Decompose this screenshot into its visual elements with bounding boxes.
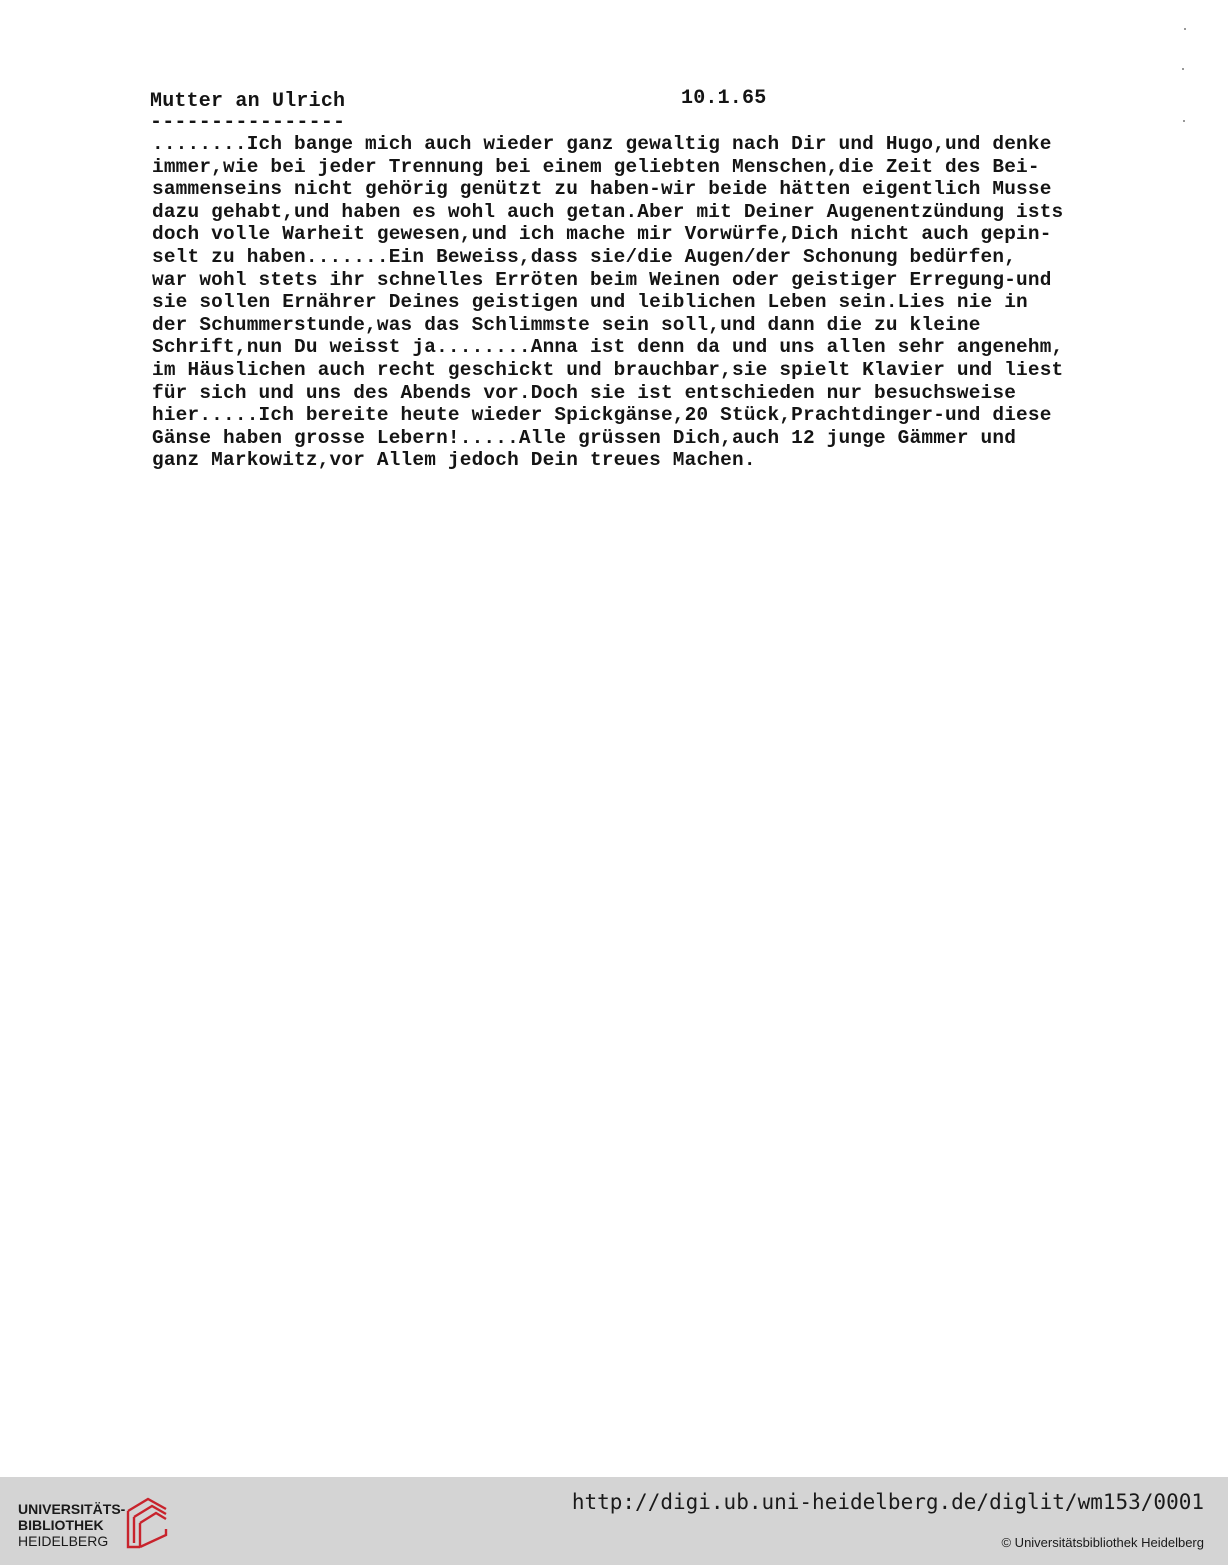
- letter-line: Gänse haben grosse Lebern!.....Alle grüssen Dich,auch 12 junge Gämmer und: [152, 426, 1017, 449]
- library-logo-text: [18, 1501, 125, 1549]
- letter-line: doch volle Warheit gewesen,und ich mache mir Vorwürfe,Dich nicht auch gepin-: [152, 223, 1052, 246]
- letter-line: der Schummerstunde,was das Schlimmste sein soll,und dann die zu kleine: [152, 313, 981, 336]
- logo-line-3: HEIDELBERG: [18, 1533, 109, 1549]
- letter-line: war wohl stets ihr schnelles Erröten beim Weinen oder geistiger Erregung-und: [152, 268, 1052, 291]
- logo-line-1: UNIVERSITÄTS-: [18, 1501, 126, 1517]
- letter-line: immer,wie bei jeder Trennung bei einem geliebten Menschen,die Zeit des Bei-: [152, 155, 1040, 178]
- letter-line: im Häuslichen auch recht geschickt und brauchbar,sie spielt Klavier und liest: [152, 358, 1064, 381]
- letter-line: selt zu haben.......Ein Beweiss,dass sie/die Augen/der Schonung bedürfen,: [152, 245, 1017, 268]
- letter-line: sammenseins nicht gehörig genützt zu haben-wir beide hätten eigentlich Musse: [152, 178, 1052, 201]
- permalink-url[interactable]: http://digi.ub.uni-heidelberg.de/diglit/wm153/0001: [571, 1490, 1204, 1514]
- letter-line: Schrift,nun Du weisst ja........Anna ist denn da und uns allen sehr angenehm,: [152, 336, 1064, 359]
- library-logo[interactable]: [18, 1497, 178, 1553]
- letter-body: [152, 133, 1192, 472]
- letter-line: sie sollen Ernährer Deines geistigen und leiblichen Leben sein.Lies nie in: [152, 291, 1028, 314]
- letter-line: ........Ich bange mich auch wieder ganz gewaltig nach Dir und Hugo,und denke: [152, 133, 1052, 155]
- letter-line: hier.....Ich bereite heute wieder Spickgänse,20 Stück,Prachtdinger-und diese: [152, 404, 1052, 427]
- copyright-notice: © Universitätsbibliothek Heidelberg: [1001, 1535, 1204, 1550]
- logo-line-2: BIBLIOTHEK: [18, 1517, 104, 1533]
- library-mark-icon: [122, 1497, 172, 1551]
- letter-line: für sich und uns des Abends vor.Doch sie ist entschieden nur besuchsweise: [152, 381, 1017, 404]
- heading-underline: ----------------: [150, 111, 346, 134]
- letter-line: ganz Markowitz,vor Allem jedoch Dein treues Machen.: [152, 449, 756, 472]
- scan-specks: [1178, 20, 1188, 140]
- viewer-footer: [0, 1477, 1228, 1565]
- letter-heading: Mutter an Ulrich: [150, 90, 346, 113]
- letter-line: dazu gehabt,und haben es wohl auch getan.Aber mit Deiner Augenentzündung ists: [152, 200, 1064, 223]
- letter-date: 10.1.65: [681, 87, 767, 110]
